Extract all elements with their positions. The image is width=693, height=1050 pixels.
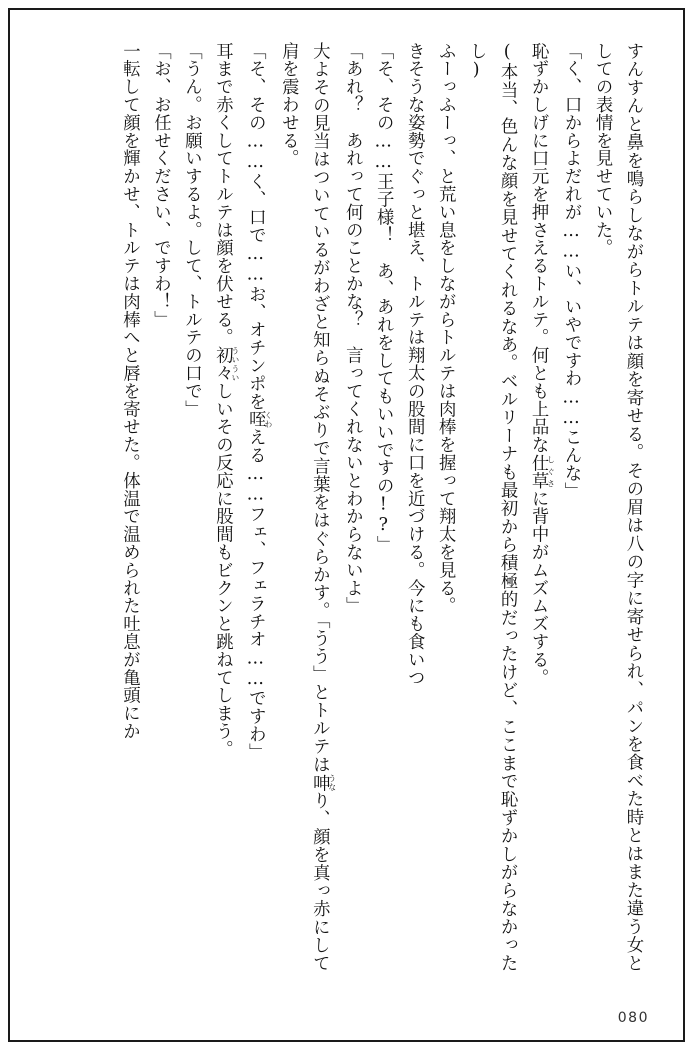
- page-number: 080: [617, 1010, 649, 1026]
- paragraph-2: 「く、口からよだれが……い、いやですわ……こんな」: [561, 42, 582, 500]
- ruby-uiui: 初々ういうい: [212, 346, 240, 383]
- paragraph-4: (本当、色んな顔を見せてくれるなあ。ベルリーナも最初から積極的だったけど、ここまで恥ずかしがらなかったし): [466, 42, 518, 972]
- paragraph-8: 「あれ？ あれって何のことかな？ 言ってくれないとわからないよ」: [342, 42, 363, 615]
- paragraph-5: ふーっふーっ、と荒い息をしながらトルテは肉棒を握って翔太を見る。: [435, 42, 456, 615]
- paragraph-3: 恥ずかしげに口元を押さえるトルテ。何とも上品な仕草しぐさに背中がムズムズする。: [528, 42, 556, 687]
- ruby-una: 呻うな: [309, 773, 337, 792]
- paragraph-9: 大よその見当はついているがわざと知らぬそぶりで言葉をはぐらかす。「うう」とトルテは呻うなり、顔を真っ赤にして肩を震わせる。: [278, 42, 337, 972]
- ruby-kuwa: 咥くわ: [245, 410, 273, 429]
- paragraph-10: 「そ、その……く、口で……お、オチンポを咥くわえる……フェ、フェラチオ……ですわ」: [245, 42, 273, 761]
- ruby-shigusa: 仕草しぐさ: [528, 453, 556, 490]
- paragraph-11: 耳まで赤くしてトルテは顔を伏せる。初々ういういしいその反応に股間もビクンと跳ねてしまう。: [212, 42, 240, 759]
- paragraph-14: 一転して顔を輝かせ、トルテは肉棒へと唇を寄せた。体温で温められた吐息が亀頭にか: [119, 42, 140, 741]
- paragraph-12: 「うん。お願いするよ。して、トルテの口で」: [181, 42, 202, 418]
- paragraph-1: すんすんと鼻を鳴らしながらトルテは顔を寄せる。その眉は八の字に寄せられ、パンを食べた時とはまた違う女としての表情を見せていた。: [592, 42, 643, 972]
- body-text: [30, 42, 648, 972]
- paragraph-7: 「そ、その……王子様！ あ、あれをしてもいいですの!?」: [373, 42, 394, 554]
- paragraph-6: きそうな姿勢でぐっと堪え、トルテは翔太の股間に口を近づける。今にも食いつ: [404, 42, 425, 687]
- paragraph-13: 「お、お任せください、ですわ！」: [150, 42, 171, 329]
